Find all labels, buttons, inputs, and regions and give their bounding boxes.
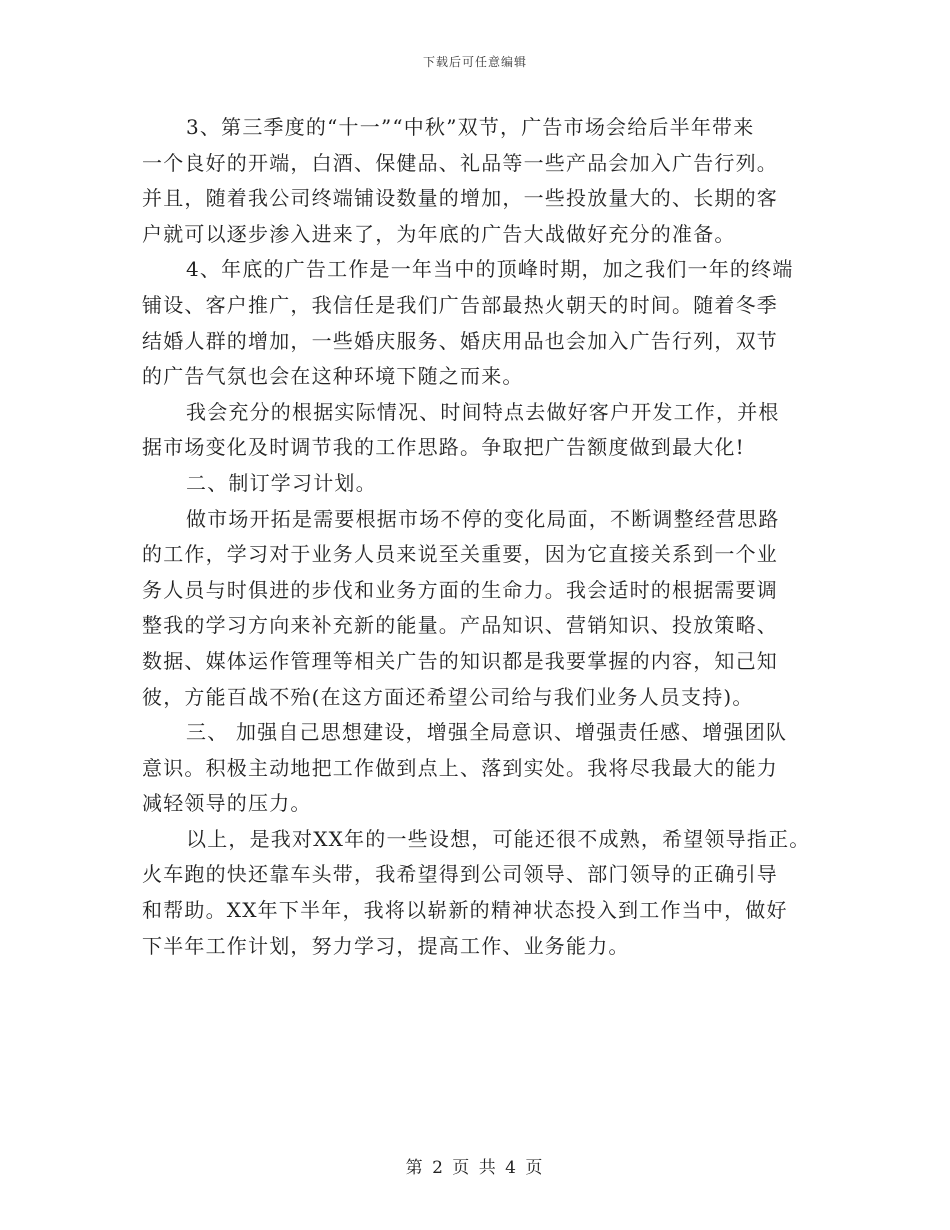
text-line: 做市场开拓是需要根据市场不停的变化局面，不断调整经营思路 <box>186 506 780 531</box>
text-line: 以上，是我对XX年的一些设想，可能还很不成熟，希望领导指正。 <box>186 826 811 851</box>
text-line: 整我的学习方向来补充新的能量。产品知识、营销知识、投放策略、 <box>142 613 778 638</box>
text-line: 的广告气氛也会在这种环境下随之而来。 <box>142 364 524 389</box>
text-line: 的工作，学习对于业务人员来说至关重要，因为它直接关系到一个业 <box>142 542 778 567</box>
text-line: 火车跑的快还靠车头带，我希望得到公司领导、部门领导的正确引导 <box>142 862 778 887</box>
text-line: 据市场变化及时调节我的工作思路。争取把广告额度做到最大化! <box>142 435 745 460</box>
page-header: 下载后可任意编辑 <box>422 55 527 69</box>
text-line: 减轻领导的压力。 <box>142 791 312 816</box>
text-line: 3、第三季度的“十一”“中秋”双节，广告市场会给后半年带来 <box>186 115 755 139</box>
document-body <box>142 110 822 964</box>
text-line: 二、制订学习计划。 <box>186 470 377 495</box>
text-line: 意识。积极主动地把工作做到点上、落到实处。我将尽我最大的能力 <box>142 755 778 780</box>
text-line: 务人员与时俱进的步伐和业务方面的生命力。我会适时的根据需要调 <box>142 577 778 602</box>
text-line: 结婚人群的增加，一些婚庆服务、婚庆用品也会加入广告行列，双节 <box>142 328 778 353</box>
text-line: 三、 加强自己思想建设，增强全局意识、增强责任感、增强团队 <box>186 720 788 745</box>
text-line: 一个良好的开端，白酒、保健品、礼品等一些产品会加入广告行列。 <box>142 150 778 175</box>
text-line: 数据、媒体运作管理等相关广告的知识都是我要掌握的内容，知己知 <box>142 648 778 673</box>
text-line: 下半年工作计划，努力学习，提高工作、业务能力。 <box>142 933 630 958</box>
text-line: 并且，随着我公司终端铺设数量的增加，一些投放量大的、长期的客 <box>142 186 778 211</box>
text-line: 户就可以逐步渗入进来了，为年底的广告大战做好充分的准备。 <box>142 221 736 246</box>
text-line: 彼，方能百战不殆(在这方面还希望公司给与我们业务人员支持)。 <box>142 684 754 709</box>
text-line: 和帮助。XX年下半年，我将以崭新的精神状态投入到工作当中，做好 <box>142 898 788 923</box>
text-line: 4、年底的广告工作是一年当中的顶峰时期，加之我们一年的终端 <box>186 257 794 282</box>
text-line: 我会充分的根据实际情况、时间特点去做好客户开发工作，并根 <box>186 399 780 424</box>
text-line: 铺设、客户推广，我信任是我们广告部最热火朝天的时间。随着冬季 <box>142 292 778 317</box>
page-number-footer: 第 2 页 共 4 页 <box>405 1158 545 1178</box>
